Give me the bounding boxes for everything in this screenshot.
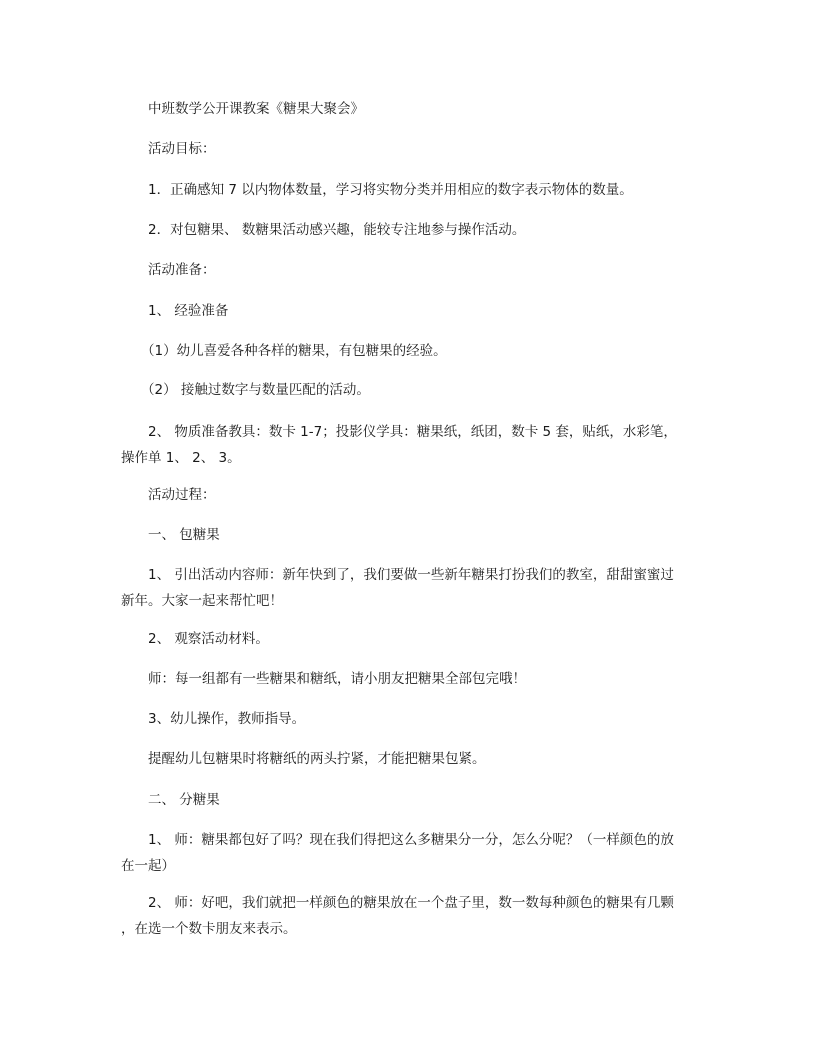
paragraph-line: 1．正确感知 7 以内物体数量，学习将实物分类并用相应的数字表示物体的数量。 <box>148 182 633 198</box>
paragraph-line: 3、幼儿操作，教师指导。 <box>148 711 306 727</box>
paragraph-line: 2、 观察活动材料。 <box>148 631 269 647</box>
paragraph <box>121 257 696 283</box>
paragraph-line: 2、 师：好吧，我们就把一样颜色的糖果放在一个盘子里，数一数每种颜色的糖果有几颗 <box>148 895 674 911</box>
paragraph-line: 活动准备： <box>148 262 216 278</box>
paragraph-line: 2、 物质准备教具：数卡 1-7；投影仪学具：糖果纸，纸团，数卡 5 套，贴纸，水彩笔， <box>148 424 677 440</box>
paragraph-line: 二、 分糖果 <box>148 792 220 808</box>
paragraph <box>121 136 696 162</box>
paragraph <box>121 666 696 692</box>
paragraph-line: 在一起） <box>121 858 175 874</box>
paragraph-line: 新年。大家一起来帮忙吧！ <box>121 593 283 609</box>
paragraph <box>121 482 696 508</box>
paragraph <box>121 419 696 471</box>
paragraph <box>121 298 696 324</box>
paragraph <box>121 217 696 243</box>
paragraph-line: 1、 引出活动内容师：新年快到了，我们要做一些新年糖果打扮我们的教室，甜甜蜜蜜过 <box>148 567 674 583</box>
paragraph-line: 活动目标： <box>148 141 216 157</box>
paragraph-line: 操作单 1、 2、 3。 <box>121 450 241 466</box>
paragraph <box>121 522 696 548</box>
paragraph-line: ，在选一个数卡朋友来表示。 <box>121 921 297 937</box>
paragraph-line: 提醒幼儿包糖果时将糖纸的两头拧紧，才能把糖果包紧。 <box>148 751 486 767</box>
paragraph <box>121 706 696 732</box>
paragraph-line: 活动过程： <box>148 487 216 503</box>
paragraph <box>141 338 716 364</box>
paragraph-line: 2．对包糖果、 数糖果活动感兴趣，能较专注地参与操作活动。 <box>148 222 526 238</box>
paragraph-line: 1、 经验准备 <box>148 303 229 319</box>
paragraph-line: 师：每一组都有一些糖果和糖纸，请小朋友把糖果全部包完哦！ <box>148 671 526 687</box>
paragraph <box>121 890 696 942</box>
paragraph-line: （2） 接触过数字与数量匹配的活动。 <box>141 382 370 398</box>
paragraph <box>121 626 696 652</box>
paragraph <box>121 827 696 879</box>
paragraph <box>141 377 716 403</box>
paragraph-line: （1）幼儿喜爱各种各样的糖果，有包糖果的经验。 <box>141 343 447 359</box>
paragraph <box>121 746 696 772</box>
document-title: 中班数学公开课教案《糖果大聚会》 <box>148 101 364 117</box>
paragraph <box>121 177 696 203</box>
paragraph <box>121 562 696 614</box>
paragraph <box>121 787 696 813</box>
paragraph-line: 一、 包糖果 <box>148 527 220 543</box>
paragraph-line: 1、 师：糖果都包好了吗？现在我们得把这么多糖果分一分，怎么分呢？（一样颜色的放 <box>148 832 674 848</box>
